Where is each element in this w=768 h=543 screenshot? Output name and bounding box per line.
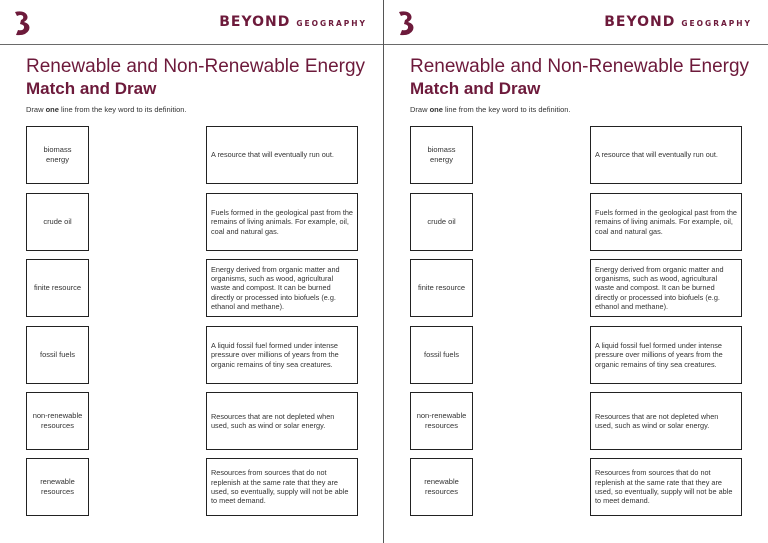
keyword-box[interactable]: non-renewable resources [26, 392, 89, 450]
definition-box[interactable]: Resources from sources that do not replenish at the same rate that they are used, so eventually, supply will not be able to meet demand. [206, 458, 358, 516]
brand-subject: GEOGRAPHY [681, 19, 752, 28]
instructions-text-pre: Draw [410, 105, 430, 114]
keyword-box[interactable]: fossil fuels [410, 326, 473, 384]
keyword-box[interactable]: finite resource [410, 259, 473, 317]
instructions [26, 105, 187, 114]
keyword-box[interactable]: renewable resources [26, 458, 89, 516]
keyword-box[interactable]: crude oil [410, 193, 473, 251]
beyond-b-logo-icon [12, 10, 32, 36]
instructions-text-pre: Draw [26, 105, 46, 114]
beyond-b-logo-icon [396, 10, 416, 36]
keyword-box[interactable]: biomass energy [410, 126, 473, 184]
definition-box[interactable]: Fuels formed in the geological past from the remains of living animals. For example, oil, coal and natural gas. [590, 193, 742, 251]
keyword-box[interactable]: crude oil [26, 193, 89, 251]
keyword-box[interactable]: biomass energy [26, 126, 89, 184]
definition-box[interactable]: Energy derived from organic matter and organisms, such as wood, agricultural waste and compost. It can be burned directly or processed into biofuels (e.g. ethanol and methane). [206, 259, 358, 317]
instructions-emphasis: one [45, 105, 59, 114]
worksheet-title: Renewable and Non-Renewable Energy [410, 56, 750, 77]
definition-box[interactable]: A resource that will eventually run out. [590, 126, 742, 184]
brand-subject: GEOGRAPHY [296, 19, 367, 28]
worksheet-page-right [384, 0, 768, 543]
instructions-text-post: line from the key word to its definition. [442, 105, 571, 114]
definition-box[interactable]: A resource that will eventually run out. [206, 126, 358, 184]
definition-box[interactable]: Resources that are not depleted when used, such as wind or solar energy. [590, 392, 742, 450]
keyword-box[interactable]: finite resource [26, 259, 89, 317]
worksheet-title: Renewable and Non-Renewable Energy [26, 56, 366, 77]
definition-box[interactable]: Resources that are not depleted when used, such as wind or solar energy. [206, 392, 358, 450]
definition-box[interactable]: Fuels formed in the geological past from the remains of living animals. For example, oil, coal and natural gas. [206, 193, 358, 251]
brand-wordmark [219, 14, 367, 30]
definition-box[interactable]: A liquid fossil fuel formed under intense pressure over millions of years from the organic remains of tiny sea creatures. [590, 326, 742, 384]
definition-box[interactable]: Energy derived from organic matter and organisms, such as wood, agricultural waste and compost. It can be burned directly or processed into biofuels (e.g. ethanol and methane). [590, 259, 742, 317]
definition-box[interactable]: A liquid fossil fuel formed under intense pressure over millions of years from the organic remains of tiny sea creatures. [206, 326, 358, 384]
worksheet-subtitle: Match and Draw [26, 79, 157, 98]
brand-name: BEYOND [219, 14, 291, 30]
brand-wordmark [604, 14, 752, 30]
keyword-box[interactable]: fossil fuels [26, 326, 89, 384]
instructions-emphasis: one [429, 105, 443, 114]
worksheet-subtitle: Match and Draw [410, 79, 541, 98]
instructions-text-post: line from the key word to its definition. [58, 105, 187, 114]
keyword-box[interactable]: non-renewable resources [410, 392, 473, 450]
brand-name: BEYOND [604, 14, 676, 30]
page-header [0, 0, 383, 45]
instructions [410, 105, 571, 114]
keyword-box[interactable]: renewable resources [410, 458, 473, 516]
page-header [384, 0, 768, 45]
definition-box[interactable]: Resources from sources that do not replenish at the same rate that they are used, so eventually, supply will not be able to meet demand. [590, 458, 742, 516]
